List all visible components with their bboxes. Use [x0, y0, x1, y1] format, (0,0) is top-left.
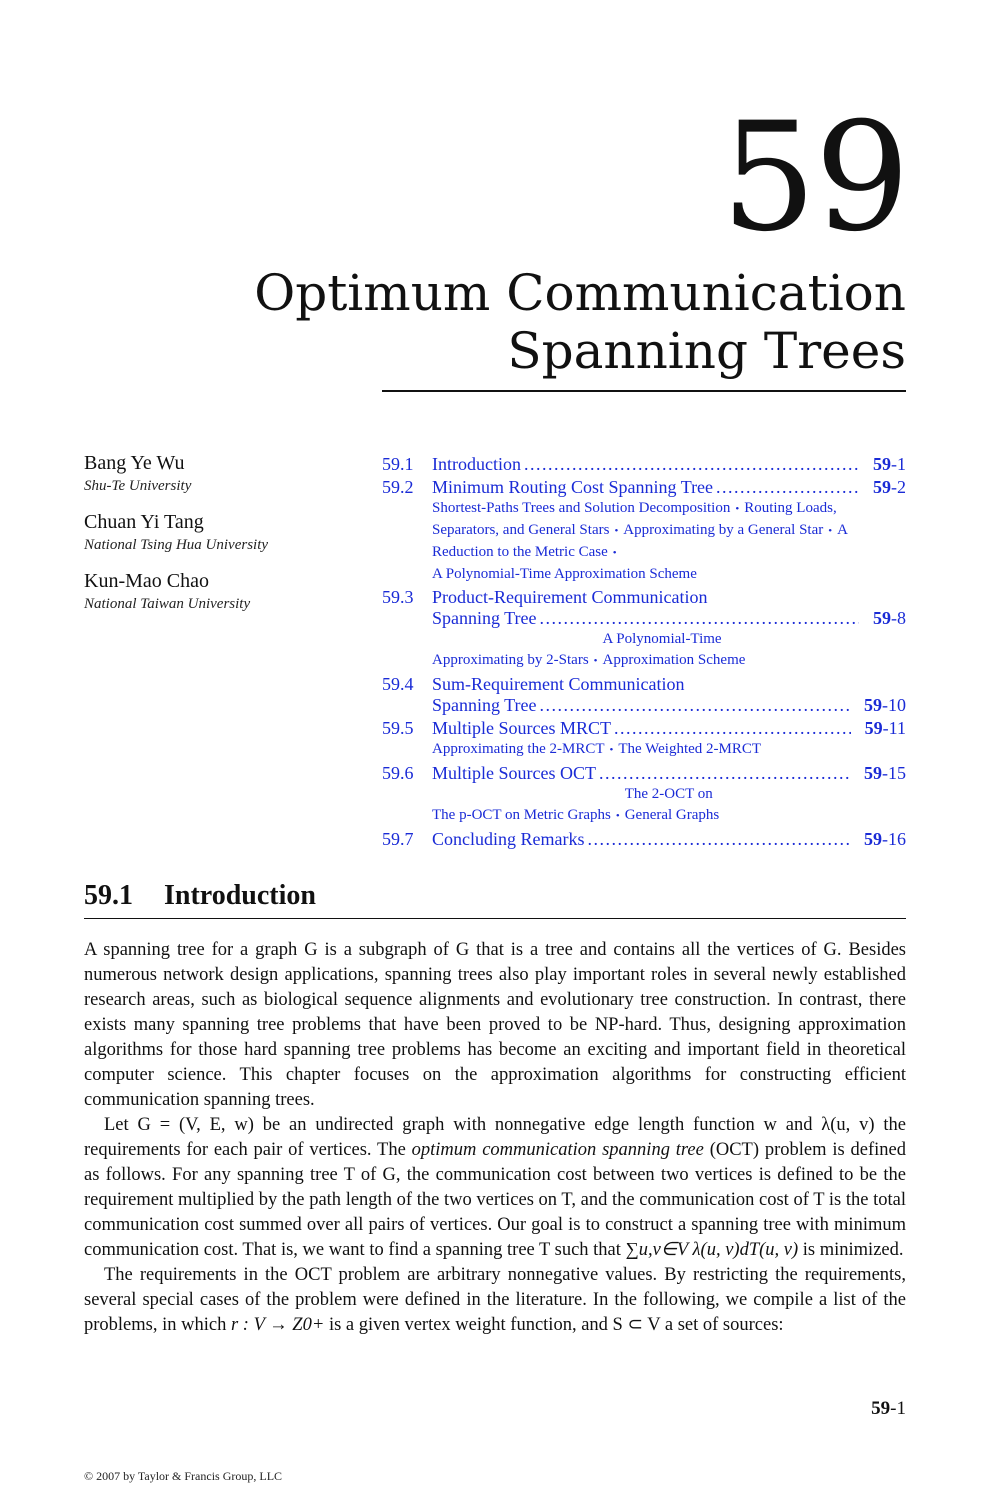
author: [84, 450, 344, 496]
author-affiliation: National Tsing Hua University: [84, 537, 269, 553]
page-number: 59-1: [871, 1398, 906, 1419]
toc-section-number: 59.1: [382, 454, 414, 474]
toc-leader-dots: [540, 608, 859, 629]
chapter-title-line-2: Spanning Trees: [507, 322, 906, 380]
toc-entry[interactable]: [382, 587, 906, 672]
body-text: [84, 938, 906, 1338]
author-list: [84, 450, 344, 627]
toc-subsection-link[interactable]: The Weighted 2-MRCT: [618, 741, 762, 757]
chapter-title-line-1: Optimum Communication: [254, 264, 906, 322]
toc-section-title-continued[interactable]: Spanning Tree: [432, 695, 537, 715]
toc-section-title[interactable]: Product-Requirement Communication: [432, 587, 708, 607]
bullet-separator-icon: •: [615, 810, 620, 822]
toc-entry[interactable]: [382, 829, 906, 850]
author: [84, 568, 344, 614]
title-rule: [382, 390, 906, 392]
toc-page-number[interactable]: 59-15: [864, 763, 906, 783]
toc-section-number: 59.7: [382, 829, 414, 849]
toc-section-number: 59.5: [382, 718, 414, 738]
toc-page-number[interactable]: 59-16: [864, 829, 906, 849]
toc-section-title[interactable]: Multiple Sources MRCT: [432, 718, 611, 738]
toc-leader-dots: [524, 454, 859, 475]
toc-section-number: 59.3: [382, 587, 414, 607]
toc-subsections: [432, 498, 906, 585]
toc-leader-dots: [599, 763, 850, 784]
author-name: Chuan Yi Tang: [84, 511, 204, 533]
toc-page-number[interactable]: 59-11: [864, 718, 906, 738]
toc-section-title[interactable]: Sum-Requirement Communication: [432, 674, 685, 694]
toc-section-title[interactable]: Multiple Sources OCT: [432, 763, 596, 783]
bullet-separator-icon: •: [593, 655, 598, 667]
paragraph: The requirements in the OCT problem are arbitrary nonnegative values. By restricting the requirements, several special cases of the problem were defined in the literature. In the following, we compile a list of the problems, in which r : V → Z0+ is a given vertex weight function, and S ⊂ V a set of sources:: [84, 1265, 906, 1335]
author-affiliation: National Taiwan University: [84, 596, 251, 612]
toc-section-number: 59.6: [382, 763, 414, 783]
toc-subsection-link[interactable]: A Polynomial-Time Approximation Scheme: [432, 566, 697, 582]
table-of-contents: [382, 454, 906, 852]
toc-page-number[interactable]: 59-1: [873, 454, 906, 474]
toc-entry[interactable]: [382, 674, 906, 716]
toc-leader-dots: [540, 695, 850, 716]
toc-subsection-link[interactable]: The 2-OCT on General Graphs: [624, 786, 720, 823]
toc-leader-dots: [614, 718, 851, 739]
bullet-separator-icon: •: [609, 744, 614, 756]
toc-section-title[interactable]: Minimum Routing Cost Spanning Tree: [432, 477, 714, 497]
toc-entry[interactable]: [382, 454, 906, 475]
author-name: Bang Ye Wu: [84, 452, 185, 474]
chapter-number: 59: [721, 91, 908, 265]
toc-subsection-link[interactable]: Shortest-Paths Trees and Solution Decomposition: [432, 500, 731, 516]
bullet-separator-icon: •: [612, 547, 617, 559]
toc-page-number[interactable]: 59-2: [873, 477, 906, 497]
author: [84, 509, 344, 555]
emphasized-term: optimum communication spanning tree: [411, 1140, 704, 1160]
toc-subsection-link[interactable]: Approximating the 2-MRCT: [432, 741, 605, 757]
bullet-separator-icon: •: [735, 503, 740, 515]
toc-entry[interactable]: [382, 477, 906, 585]
section-title: Introduction: [164, 880, 316, 911]
section-rule: [84, 918, 906, 919]
bullet-separator-icon: •: [614, 525, 619, 537]
author-name: Kun-Mao Chao: [84, 570, 209, 592]
copyright-notice: © 2007 by Taylor & Francis Group, LLC: [84, 1469, 283, 1483]
toc-subsection-link[interactable]: Approximating by a General Star: [623, 522, 824, 538]
toc-page-number[interactable]: 59-10: [864, 695, 906, 715]
paragraph: A spanning tree for a graph G is a subgraph of G that is a tree and contains all the vertices of G. Besides numerous network design applications, spanning trees also play important roles in several newly established research areas, such as biological sequence alignments and evolutionary tree construction. In contrast, there exists many spanning tree problems that have been proved to be NP-hard. Thus, designing approximation algorithms for those hard spanning tree problems has become an exciting and important field in theoretical computer science. This chapter focuses on the approximation algorithms for constructing efficient communication spanning trees.: [84, 940, 906, 1110]
toc-section-title-continued[interactable]: Spanning Tree: [432, 608, 537, 628]
toc-leader-dots: [587, 829, 850, 850]
math-formula: r : V → Z0+: [230, 1315, 325, 1335]
toc-subsection-link[interactable]: Approximating by 2-Stars: [432, 652, 589, 668]
toc-subsections: [432, 629, 906, 672]
toc-subsections: [432, 784, 906, 827]
math-formula: ∑u,v∈V λ(u, v)dT(u, v): [625, 1240, 799, 1260]
toc-leader-dots: [716, 477, 859, 498]
section-number: 59.1: [84, 880, 133, 911]
toc-subsection-link[interactable]: A Reduction to the Metric Case: [432, 522, 848, 560]
toc-section-number: 59.2: [382, 477, 414, 497]
toc-subsection-link[interactable]: A Polynomial-Time Approximation Scheme: [602, 631, 746, 668]
author-affiliation: Shu-Te University: [84, 478, 192, 494]
toc-entry[interactable]: [382, 718, 906, 761]
paragraph: Let G = (V, E, w) be an undirected graph with nonnegative edge length function w and λ(u, v) the requirements for each pair of vertices. The optimum communication spanning tree (OCT) problem is defined as follows. For any spanning tree T of G, the communication cost between two vertices is defined to be the requirement multiplied by the path length of the two vertices on T, and the communication cost of T is the total communication cost summed over all pairs of vertices. Our goal is to construct a spanning tree with minimum communication cost. That is, we want to find a spanning tree T such that ∑u,v∈V λ(u, v)dT(u, v) is minimized.: [84, 1115, 906, 1260]
section-heading: [84, 878, 906, 914]
toc-subsection-link[interactable]: The p-OCT on Metric Graphs: [432, 807, 611, 823]
toc-subsection-link[interactable]: Routing Loads, Separators, and General Stars: [432, 500, 837, 538]
toc-page-number[interactable]: 59-8: [873, 608, 906, 628]
chapter-title: [254, 264, 906, 380]
bullet-separator-icon: •: [828, 525, 833, 537]
toc-entry[interactable]: [382, 763, 906, 827]
toc-section-title[interactable]: Introduction: [432, 454, 521, 474]
toc-subsections: [432, 739, 906, 761]
toc-section-number: 59.4: [382, 674, 414, 694]
toc-section-title[interactable]: Concluding Remarks: [432, 829, 585, 849]
